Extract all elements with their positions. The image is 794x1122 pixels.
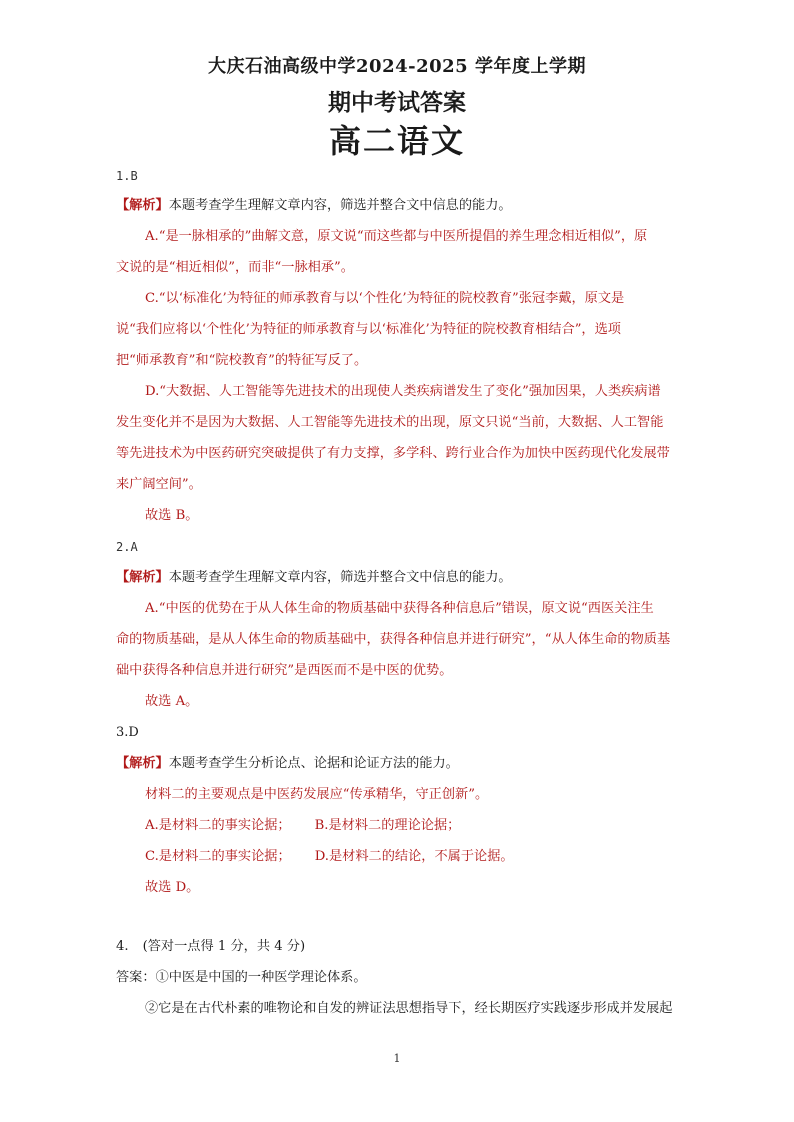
exam-title: 期中考试答案 bbox=[328, 89, 466, 116]
q2-number: 2.A bbox=[116, 540, 138, 554]
q4-number: 4. bbox=[116, 939, 129, 954]
q4-point-2: ②它是在古代朴素的唯物论和自发的辨证法思想指导下，经长期医疗实践逐步形成并发展起 bbox=[145, 1001, 673, 1016]
q3-options-ab bbox=[145, 816, 706, 836]
q1-option-a-line2: 文说的是“相近相似”，而非“一脉相承”。 bbox=[116, 260, 354, 275]
q1-option-d-line3: 等先进技术为中医药研究突破提供了有力支撑，多学科、跨行业合作为加快中医药现代化发展带 bbox=[116, 446, 670, 461]
q2-analysis bbox=[116, 568, 706, 588]
school-term-heading: 大庆石油高级中学2024-2025 学年度上学期 bbox=[208, 56, 586, 77]
q3-choice: 故选 D。 bbox=[145, 880, 200, 895]
q2-analysis-tag: 【解析】 bbox=[116, 570, 169, 585]
q3-analysis-tag: 【解析】 bbox=[116, 756, 169, 771]
q2-option-a-line1: A.“中医的优势在于从人体生命的物质基础中获得各种信息后”错误，原文说“西医关注生 bbox=[145, 601, 654, 616]
q1-choice: 故选 B。 bbox=[145, 508, 199, 523]
q1-analysis bbox=[116, 196, 706, 216]
subject-title: 高二语文 bbox=[328, 122, 465, 160]
q2-choice: 故选 A。 bbox=[145, 694, 199, 709]
q4-scoring: (答对一点得 1 分，共 4 分) bbox=[142, 939, 306, 954]
q1-analysis-tag: 【解析】 bbox=[116, 198, 169, 213]
q3-option-d: D.是材料二的结论，不属于论据。 bbox=[314, 849, 514, 864]
q2-analysis-text: 本题考查学生理解文章内容，筛选并整合文中信息的能力。 bbox=[168, 570, 512, 585]
q3-number: 3.D bbox=[116, 725, 139, 740]
q2-option-a-line3: 础中获得各种信息并进行研究”是西医而不是中医的优势。 bbox=[116, 663, 453, 678]
q1-option-d-line4: 来广阔空间”。 bbox=[116, 477, 202, 492]
q4-point-1: ①中医是中国的一种医学理论体系。 bbox=[155, 970, 367, 985]
q1-option-c-line1: C.“以‘标准化’为特征的师承教育与以‘个性化’为特征的院校教育”张冠李戴，原文是 bbox=[145, 291, 625, 306]
q1-option-c-line3: 把“师承教育”和“院校教育”的特征写反了。 bbox=[116, 353, 368, 368]
q1-option-d-line2: 发生变化并不是因为大数据、人工智能等先进技术的出现，原文只说“当前，大数据、人工智能 bbox=[116, 415, 664, 430]
q1-option-c-line2: 说“我们应将以‘个性化’为特征的师承教育与以‘标准化’为特征的院校教育相结合”，选项 bbox=[116, 322, 621, 337]
q3-option-a: A.是材料二的事实论据； bbox=[145, 818, 291, 833]
q3-main-point: 材料二的主要观点是中医药发展应“传承精华，守正创新”。 bbox=[145, 787, 489, 802]
q3-option-b: B.是材料二的理论论据； bbox=[314, 818, 461, 833]
q3-option-c: C.是材料二的事实论据； bbox=[145, 849, 291, 864]
q1-number: 1.B bbox=[116, 169, 138, 183]
q3-analysis bbox=[116, 754, 706, 774]
q1-option-a-line1: A.“是一脉相承的”曲解文意，原文说“而这些都与中医所提倡的养生理念相近相似”，原 bbox=[145, 229, 648, 244]
q4-answer-line bbox=[116, 968, 706, 988]
q3-options-cd bbox=[145, 847, 706, 867]
q4-header bbox=[116, 937, 706, 957]
q1-analysis-text: 本题考查学生理解文章内容，筛选并整合文中信息的能力。 bbox=[168, 198, 512, 213]
q1-option-d-line1: D.“大数据、人工智能等先进技术的出现使人类疾病谱发生了变化”强加因果，人类疾病谱 bbox=[145, 384, 661, 399]
page-number: 1 bbox=[393, 1052, 401, 1065]
q2-option-a-line2: 命的物质基础，是从人体生命的物质基础中，获得各种信息并进行研究”，“从人体生命的物质基 bbox=[116, 632, 671, 647]
q3-analysis-text: 本题考查学生分析论点、论据和论证方法的能力。 bbox=[168, 756, 459, 771]
q4-answer-label: 答案： bbox=[116, 970, 156, 985]
